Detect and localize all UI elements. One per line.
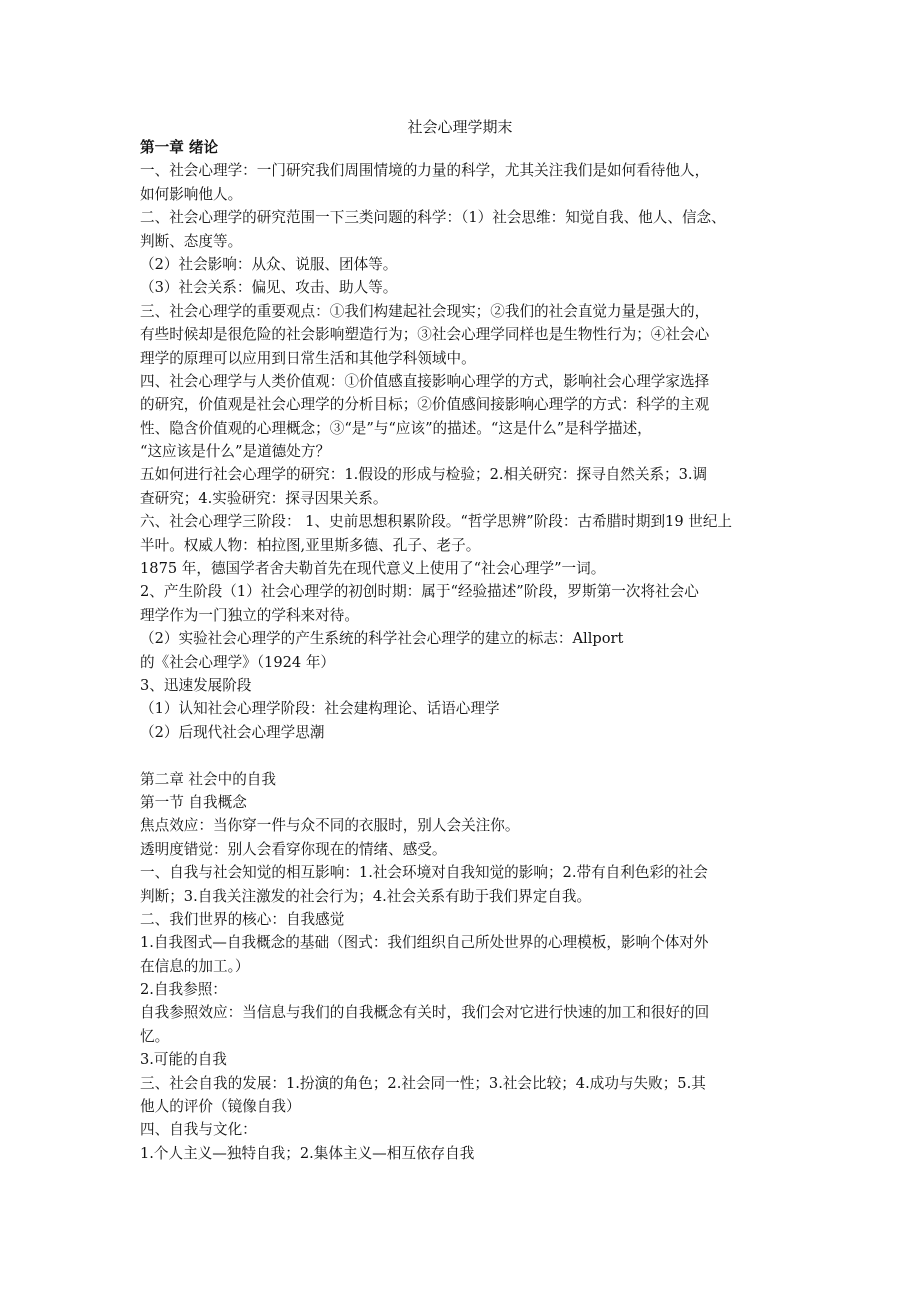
text-line: 三、社会自我的发展：1.扮演的角色；2.社会同一性；3.社会比较；4.成功与失败；5.其 xyxy=(140,1074,706,1092)
text-line: （3）社会关系：偏见、攻击、助人等。 xyxy=(140,279,398,297)
text-line: 1.个人主义—独特自我；2.集体主义—相互依存自我 xyxy=(140,1144,475,1162)
text-line: 的研究，价值观是社会心理学的分析目标；②价值感间接影响心理学的方式：科学的主观 xyxy=(140,396,710,414)
text-line: 三、社会心理学的重要观点：①我们构建起社会现实；②我们的社会直觉力量是强大的， xyxy=(140,302,710,320)
text-line: 2、产生阶段（1）社会心理学的初创时期：属于“经验描述”阶段，罗斯第一次将社会心 xyxy=(140,583,699,601)
text-line: 理学的原理可以应用到日常生活和其他学科领域中。 xyxy=(140,349,476,367)
text-line: 六、社会心理学三阶段： 1、史前思想积累阶段。“哲学思辨”阶段：古希腊时期到19 世纪上 xyxy=(140,513,733,531)
blank-line xyxy=(140,744,780,767)
text-line: 一、自我与社会知觉的相互影响：1.社会环境对自我知觉的影响；2.带有自利色彩的社会 xyxy=(140,864,708,882)
text-line: 理学作为一门独立的学科来对待。 xyxy=(140,606,359,624)
text-line: 透明度错觉：别人会看穿你现在的情绪、感受。 xyxy=(140,840,447,858)
text-line: 第一节 自我概念 xyxy=(140,793,247,811)
text-line: 第二章 社会中的自我 xyxy=(140,770,276,788)
text-line: 3.可能的自我 xyxy=(140,1051,227,1069)
text-line: 3、迅速发展阶段 xyxy=(140,676,252,694)
text-line: 的《社会心理学》（1924 年） xyxy=(140,653,336,671)
text-line: 查研究；4.实验研究：探寻因果关系。 xyxy=(140,489,388,507)
text-line: 自我参照效应：当信息与我们的自我概念有关时，我们会对它进行快速的加工和很好的回 xyxy=(140,1004,710,1022)
text-line: （2）社会影响：从众、说服、团体等。 xyxy=(140,255,398,273)
text-line: 在信息的加工。） xyxy=(140,957,250,975)
text-line: 判断；3.自我关注激发的社会行为；4.社会关系有助于我们界定自我。 xyxy=(140,887,592,905)
document-body xyxy=(140,136,780,1165)
text-line: 第一章 绪论 xyxy=(140,139,219,156)
text-line: 焦点效应：当你穿一件与众不同的衣服时，别人会关注你。 xyxy=(140,817,520,835)
text-line: 判断、态度等。 xyxy=(140,232,243,250)
text-line: （2）实验社会心理学的产生系统的科学社会心理学的建立的标志：Allport xyxy=(140,630,624,648)
text-line: 有些时候却是很危险的社会影响塑造行为；③社会心理学同样也是生物性行为；④社会心 xyxy=(140,326,710,344)
text-line: “这应该是什么”是道德处方？ xyxy=(140,443,331,461)
document-title: 社会心理学期末 xyxy=(407,118,513,136)
text-line: 二、社会心理学的研究范围一下三类问题的科学：（1）社会思维：知觉自我、他人、信念、 xyxy=(140,209,726,227)
text-line: 忆。 xyxy=(140,1027,170,1045)
text-line: 半叶。权威人物：柏拉图,亚里斯多德、孔子、老子。 xyxy=(140,536,481,554)
text-line: 一、社会心理学：一门研究我们周围情境的力量的科学，尤其关注我们是如何看待他人， xyxy=(140,162,710,180)
text-line: 五如何进行社会心理学的研究：1.假设的形成与检验；2.相关研究：探寻自然关系；3.调 xyxy=(140,466,708,484)
text-line: 如何影响他人。 xyxy=(140,185,243,203)
text-line: 四、自我与文化： xyxy=(140,1121,257,1139)
text-line: 性、隐含价值观的心理概念；③“是”与“应该”的描述。“这是什么”是科学描述， xyxy=(140,419,652,437)
text-line: 1875 年，德国学者舍夫勒首先在现代意义上使用了“社会心理学”一词。 xyxy=(140,560,606,578)
text-line: 二、我们世界的核心：自我感觉 xyxy=(140,910,345,928)
text-line: 1.自我图式—自我概念的基础（图式：我们组织自己所处世界的心理模板，影响个体对外 xyxy=(140,934,709,952)
text-line: 他人的评价（镜像自我） xyxy=(140,1098,301,1116)
text-line: （1）认知社会心理学阶段：社会建构理论、话语心理学 xyxy=(140,700,500,718)
text-line: （2）后现代社会心理学思潮 xyxy=(140,723,325,741)
text-line: 四、社会心理学与人类价值观：①价值感直接影响心理学的方式，影响社会心理学家选择 xyxy=(140,372,710,390)
text-line: 2.自我参照： xyxy=(140,981,227,999)
